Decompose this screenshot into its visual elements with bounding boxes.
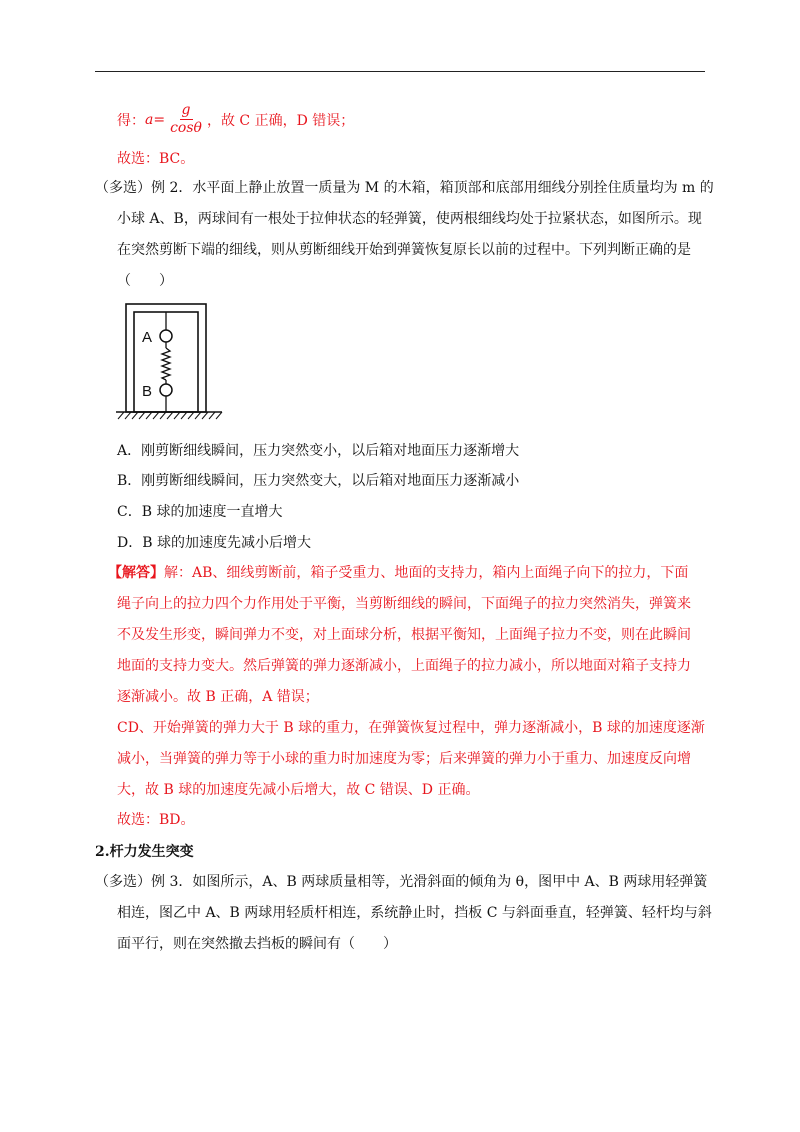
solution2-line-1	[108, 563, 688, 583]
example2-line-2: 小球 A、B，两球间有一根处于拉伸状态的轻弹簧，使两根细线均处于拉紧状态，如图所示。现	[117, 211, 702, 227]
solution2-line-7: 减小，当弹簧的弹力等于小球的重力时加速度为零；后来弹簧的弹力小于重力、加速度反向增	[117, 751, 691, 767]
solution2-line-6: CD、开始弹簧的弹力大于 B 球的重力，在弹簧恢复过程中，弹力逐渐减小，B 球的加速度逐渐	[117, 720, 705, 736]
example2-line-1: （多选）例 2．水平面上静止放置一质量为 M 的木箱，箱顶部和底部用细线分别拴住质量均为 m 的	[95, 180, 714, 196]
ball-a	[160, 330, 172, 342]
formula-suffix: ，故 C 正确，D 错误；	[206, 112, 355, 129]
example3-line-2: 相连，图乙中 A、B 两球用轻质杆相连，系统静止时，挡板 C 与斜面垂直，轻弹簧、轻杆均与斜	[117, 905, 712, 921]
formula-line	[117, 102, 354, 137]
answer-2: 故选：BD。	[117, 812, 195, 828]
solution2-line-8: 大，故 B 球的加速度先减小后增大，故 C 错误、D 正确。	[117, 782, 480, 798]
solution2-tag: 【解答】	[108, 565, 164, 581]
formula-numerator: g	[181, 102, 191, 118]
label-b: B	[142, 383, 153, 400]
ball-b	[160, 384, 172, 396]
example3-line-3: 面平行，则在突然撤去挡板的瞬间有（ ）	[117, 936, 397, 952]
section-heading: 2.杆力发生突变	[95, 844, 194, 860]
label-a: A	[142, 329, 153, 346]
formula-lhs: a	[145, 111, 154, 128]
example3-line-1: （多选）例 3．如图所示，A、B 两球质量相等，光滑斜面的倾角为 θ，图甲中 A、B 两球用轻弹簧	[95, 874, 708, 890]
example2-line-3: 在突然剪断下端的细线，则从剪断细线开始到弹簧恢复原长以前的过程中。下列判断正确的是	[117, 242, 691, 258]
solution2-line-5: 逐渐减小。故 B 正确，A 错误；	[117, 689, 319, 705]
strings-and-spring	[162, 312, 170, 412]
answer-1: 故选：BC。	[117, 151, 195, 167]
formula-prefix: 得：	[117, 112, 145, 129]
header-rule	[95, 71, 705, 72]
solution2-line-1-text: 解：AB、细线剪断前，箱子受重力、地面的支持力，箱内上面绳子向下的拉力，下面	[164, 565, 689, 581]
box-spring-figure	[114, 300, 224, 425]
option-a: A．刚剪断细线瞬间，压力突然变小，以后箱对地面压力逐渐增大	[117, 443, 520, 459]
solution2-line-2: 绳子向上的拉力四个力作用处于平衡，当剪断细线的瞬间，下面绳子的拉力突然消失，弹簧来	[117, 596, 691, 612]
formula-eq: =	[153, 111, 166, 128]
solution2-line-3: 不及发生形变，瞬间弹力不变，对上面球分析，根据平衡知，上面绳子拉力不变，则在此瞬间	[117, 627, 691, 643]
option-b: B．刚剪断细线瞬间，压力突然变大，以后箱对地面压力逐渐减小	[117, 473, 520, 489]
solution2-line-4: 地面的支持力变大。然后弹簧的弹力逐渐减小，上面绳子的拉力减小，所以地面对箱子支持力	[117, 658, 691, 674]
example2-line-4: （ ）	[117, 273, 173, 289]
option-d: D．B 球的加速度先减小后增大	[117, 535, 311, 551]
formula-denominator: cosθ	[170, 120, 202, 136]
option-c: C．B 球的加速度一直增大	[117, 504, 283, 520]
formula-fraction	[168, 102, 204, 137]
ground-hatching	[118, 412, 222, 419]
